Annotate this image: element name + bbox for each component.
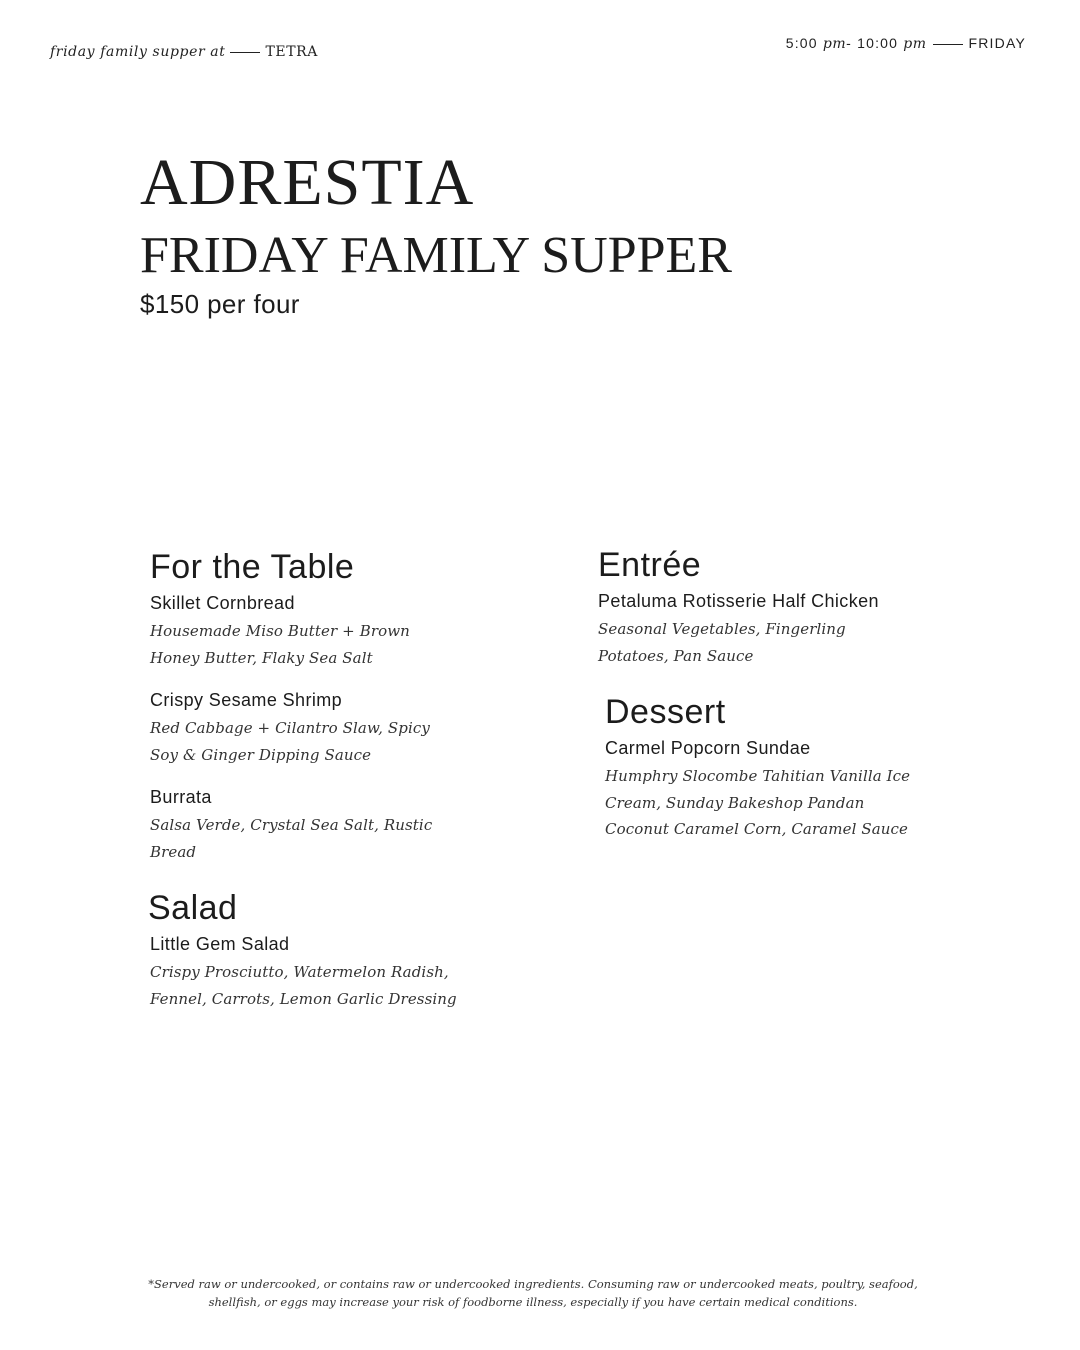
left-column: [150, 550, 460, 1032]
header-venue: TETRA: [265, 44, 319, 60]
header-left-prefix: friday family supper at: [50, 44, 226, 60]
menu-item: [150, 935, 460, 1012]
header-end-suffix: pm: [903, 36, 927, 52]
item-name: Petaluma Rotisserie Half Chicken: [598, 591, 879, 611]
footer-disclaimer: *Served raw or undercooked, or contains raw or undercooked ingredients. Consuming raw or undercooked meats, poultry, seafood, shellfish, or eggs may increase your risk of foodborne illness, especially if you have certain medical conditions.: [148, 1277, 918, 1309]
section-heading: Dessert: [605, 693, 726, 731]
item-name: Burrata: [150, 787, 212, 807]
dash-divider: [933, 44, 963, 45]
menu-price: $150 per four: [140, 289, 300, 319]
item-name: Little Gem Salad: [150, 934, 290, 954]
item-name: Crispy Sesame Shrimp: [150, 690, 343, 710]
item-name: Carmel Popcorn Sundae: [605, 738, 811, 758]
item-description: Crispy Prosciutto, Watermelon Radish, Fennel, Carrots, Lemon Garlic Dressing: [150, 963, 457, 1008]
menu-subtitle: FRIDAY FAMILY SUPPER: [140, 227, 732, 284]
section-heading: For the Table: [150, 548, 355, 586]
item-description: Red Cabbage + Cilantro Slaw, Spicy Soy & Ginger Dipping Sauce: [150, 719, 430, 764]
header-time-sep: -: [846, 35, 853, 51]
item-name: Skillet Cornbread: [150, 593, 295, 613]
item-description: Humphry Slocombe Tahitian Vanilla Ice Cream, Sunday Bakeshop Pandan Coconut Caramel Corn, Caramel Sauce: [605, 767, 911, 838]
right-column: [598, 548, 918, 863]
menu-item: [598, 592, 918, 669]
menu-item: [605, 739, 918, 843]
item-description: Seasonal Vegetables, Fingerling Potatoes, Pan Sauce: [598, 620, 846, 665]
header-left: [50, 44, 318, 60]
menu-title: ADRESTIA: [140, 146, 475, 219]
header-start-time: 5:00: [785, 35, 818, 51]
section-entree: [598, 548, 918, 669]
section-heading: Entrée: [598, 546, 702, 584]
section-heading: Salad: [148, 889, 238, 927]
item-description: Salsa Verde, Crystal Sea Salt, Rustic Bread: [150, 816, 433, 861]
header-start-suffix: pm: [822, 36, 847, 52]
header-day: FRIDAY: [968, 35, 1026, 51]
section-for-the-table: [150, 550, 460, 865]
header-right: [786, 35, 1026, 52]
menu-item: [150, 788, 460, 865]
menu-item: [150, 594, 460, 671]
item-description: Housemade Miso Butter + Brown Honey Butter, Flaky Sea Salt: [150, 622, 410, 667]
section-dessert: [605, 695, 918, 843]
menu-item: [150, 691, 460, 768]
section-salad: [148, 891, 460, 1012]
header-end-time: 10:00: [857, 35, 899, 51]
dash-divider: [230, 52, 260, 53]
